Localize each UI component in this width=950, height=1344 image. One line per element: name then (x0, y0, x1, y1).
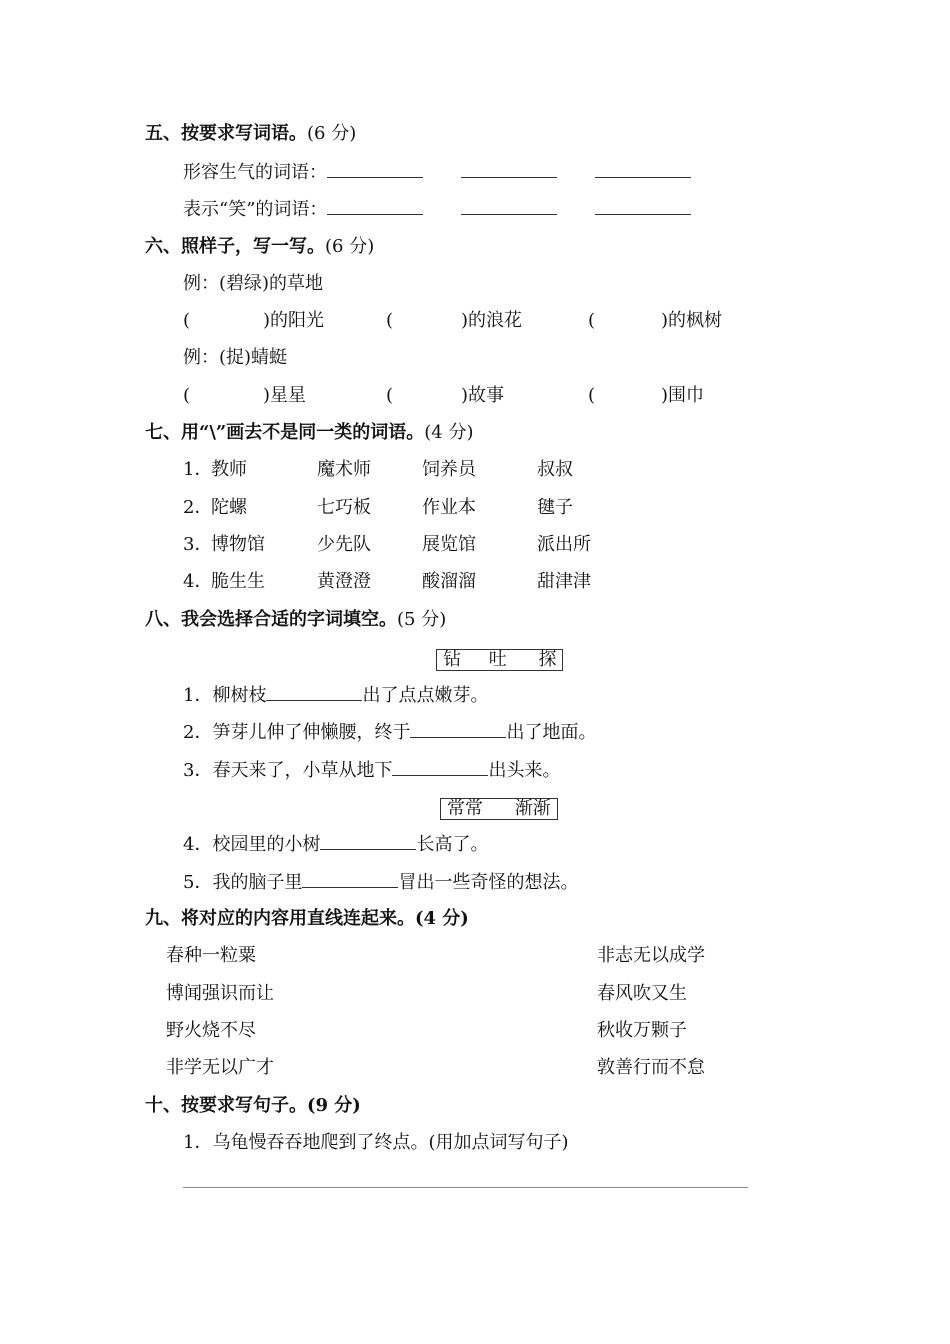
sentence-end: 出头来。 (488, 760, 561, 781)
match-right-item[interactable]: 秋收万颗子 (597, 1020, 687, 1041)
example-1: 例：(碧绿)的草地 (183, 273, 324, 294)
answer-blank[interactable] (320, 835, 416, 850)
open-paren: ( (588, 385, 596, 406)
fill-item (183, 761, 560, 780)
word-choice-box (440, 798, 558, 820)
word[interactable]: 魔术师 (317, 459, 371, 480)
choice-word: 常常 (447, 798, 483, 819)
word[interactable]: 教师 (211, 459, 247, 480)
word[interactable]: 派出所 (537, 534, 591, 555)
answer-blank[interactable] (410, 723, 506, 738)
word[interactable]: 黄澄澄 (317, 571, 371, 592)
points: (6 分) (325, 236, 375, 257)
word-row (183, 536, 683, 558)
answer-blank[interactable] (461, 163, 557, 178)
points: (4 分) (424, 422, 474, 443)
sentence-start: 笋芽儿伸了伸懒腰，终于 (212, 722, 411, 743)
phrase: )故事 (461, 385, 505, 406)
open-paren: ( (183, 385, 191, 406)
points: (5 分) (397, 609, 447, 630)
phrase: )的阳光 (263, 310, 325, 331)
section-title: 十、按要求写句子。 (145, 1095, 307, 1116)
answer-blank[interactable] (327, 200, 423, 215)
item-number: 4． (183, 571, 213, 592)
sentence-start: 我的脑子里 (212, 872, 303, 893)
word[interactable]: 叔叔 (537, 459, 573, 480)
section-9-heading (145, 910, 469, 928)
points: (4 分) (415, 908, 469, 929)
answer-line[interactable] (183, 1187, 748, 1188)
match-left-item[interactable]: 非学无以广才 (166, 1057, 274, 1078)
task-text: 乌龟慢吞吞地爬到了终点。(用加点词写句子) (212, 1132, 569, 1153)
word[interactable]: 陀螺 (211, 497, 247, 518)
fill-item (183, 686, 488, 705)
match-left-item[interactable]: 野火烧不尽 (166, 1020, 256, 1041)
answer-blank[interactable] (266, 686, 362, 701)
answer-blank[interactable] (461, 200, 557, 215)
word-row (183, 461, 683, 483)
choice-word: 探 (538, 649, 557, 670)
section-6-heading (145, 238, 374, 256)
sentence-start: 校园里的小树 (212, 834, 321, 855)
word[interactable]: 展览馆 (422, 534, 476, 555)
word[interactable]: 少先队 (317, 534, 371, 555)
match-left-item[interactable]: 博闻强识而让 (166, 983, 274, 1004)
item-number: 5． (183, 872, 213, 893)
word[interactable]: 毽子 (537, 497, 573, 518)
section-title: 六、照样子，写一写。 (145, 236, 325, 257)
laugh-words-row (183, 200, 691, 219)
word[interactable]: 作业本 (422, 497, 476, 518)
sentence-end: 出了点点嫩芽。 (362, 685, 489, 706)
section-title: 八、我会选择合适的字词填空。 (145, 609, 397, 630)
item-number: 1． (183, 685, 213, 706)
open-paren: ( (183, 310, 191, 331)
word[interactable]: 饲养员 (422, 459, 476, 480)
match-left-item[interactable]: 春种一粒粟 (166, 945, 256, 966)
fill-item (183, 873, 578, 892)
item-number: 1． (183, 1132, 213, 1153)
word-choice-box (436, 649, 563, 671)
match-right-item[interactable]: 春风吹又生 (597, 983, 687, 1004)
sentence-start: 柳树枝 (212, 685, 267, 706)
answer-blank[interactable] (327, 163, 423, 178)
fill-item (183, 723, 596, 742)
open-paren: ( (588, 310, 596, 331)
phrase: )的浪花 (461, 310, 523, 331)
anger-words-row (183, 163, 691, 182)
phrase: )星星 (263, 385, 307, 406)
answer-blank[interactable] (392, 761, 488, 776)
phrase: )围巾 (661, 385, 705, 406)
section-title: 七、用“\”画去不是同一类的词语。 (145, 422, 425, 443)
word[interactable]: 甜津津 (537, 571, 591, 592)
word[interactable]: 脆生生 (211, 571, 265, 592)
choice-word: 钻 (443, 649, 461, 670)
sentence-end: 长高了。 (416, 834, 489, 855)
section-10-heading (145, 1097, 361, 1115)
points: (9 分) (307, 1095, 361, 1116)
section-7-heading (145, 424, 474, 442)
prompt-label: 形容生气的词语： (183, 162, 327, 183)
item-number: 3． (183, 534, 213, 555)
sentence-end: 冒出一些奇怪的想法。 (398, 872, 579, 893)
fill-row-2 (183, 387, 743, 409)
choice-word: 渐渐 (514, 798, 551, 819)
phrase: )的枫树 (661, 310, 723, 331)
sentence-end: 出了地面。 (506, 722, 597, 743)
answer-blank[interactable] (302, 873, 398, 888)
word[interactable]: 酸溜溜 (422, 571, 476, 592)
sentence-task (183, 1134, 569, 1152)
item-number: 2． (183, 722, 213, 743)
word[interactable]: 博物馆 (211, 534, 265, 555)
fill-item (183, 835, 488, 854)
word-row (183, 573, 683, 595)
item-number: 3． (183, 760, 213, 781)
answer-blank[interactable] (595, 163, 691, 178)
fill-row-1 (183, 312, 743, 334)
choice-word: 吐 (488, 649, 507, 670)
points: (6 分) (307, 123, 357, 144)
section-5-heading (145, 125, 356, 143)
item-number: 2． (183, 497, 213, 518)
open-paren: ( (386, 310, 394, 331)
sentence-start: 春天来了，小草从地下 (212, 760, 393, 781)
word-row (183, 499, 683, 521)
match-right-item[interactable]: 非志无以成学 (597, 945, 705, 966)
open-paren: ( (386, 385, 394, 406)
match-right-item[interactable]: 敦善行而不怠 (597, 1057, 705, 1078)
word[interactable]: 七巧板 (317, 497, 371, 518)
item-number: 4． (183, 834, 213, 855)
answer-blank[interactable] (595, 200, 691, 215)
prompt-label: 表示“笑”的词语： (183, 199, 328, 220)
example-2: 例：(捉)蜻蜓 (183, 347, 288, 368)
section-title: 九、将对应的内容用直线连起来。 (145, 908, 415, 929)
section-8-heading (145, 611, 446, 629)
section-title: 五、按要求写词语。 (145, 123, 307, 144)
item-number: 1． (183, 459, 213, 480)
